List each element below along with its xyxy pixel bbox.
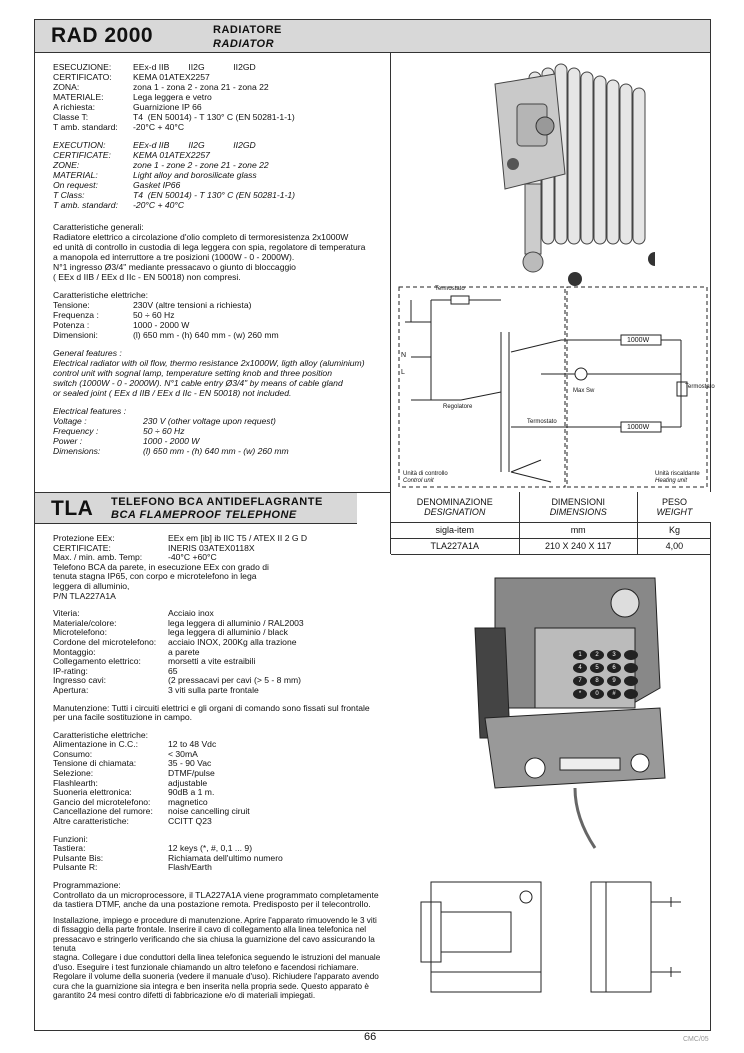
spec-key: Protezione EEx: xyxy=(53,533,115,543)
keypad-key xyxy=(624,676,638,686)
spec-key: Collegamento elettrico: xyxy=(53,656,141,667)
spec-row xyxy=(53,300,383,310)
spec-value: Acciaio inox xyxy=(168,608,214,619)
diagram-n-label: N xyxy=(401,352,407,359)
wiring-diagram xyxy=(391,282,715,492)
telephone-front-drawing xyxy=(411,872,551,1004)
tla-th3-en: WEIGHT xyxy=(656,506,693,517)
keypad-key xyxy=(624,689,638,699)
catalog-page xyxy=(34,19,715,1031)
spec-row xyxy=(53,112,383,122)
spec-value: (l) 650 mm - (h) 640 mm - (w) 260 mm xyxy=(143,446,289,456)
spec-key: Voltage : xyxy=(53,416,87,426)
spec-value: 90dB a 1 m. xyxy=(168,787,215,798)
keypad-key: 8 xyxy=(590,676,604,686)
diagram-heating-unit xyxy=(655,471,700,485)
telephone-image xyxy=(455,568,675,858)
tla-maintenance: Manutenzione: Tutti i circuiti elettrici e gli organi di comando sono fissati sul frontale per una facile sostituzione in campo. xyxy=(53,702,370,723)
spec-value: KEMA 01ATEX2257 xyxy=(133,150,210,160)
spec-value: INERIS 03ATEX0118X xyxy=(168,542,255,553)
spec-key: Frequency : xyxy=(53,426,99,436)
spec-key: T amb. standard: xyxy=(53,122,118,132)
spec-key: Dimensions: xyxy=(53,446,101,456)
spec-key: CERTIFICATO: xyxy=(53,72,112,82)
spec-key: Suoneria elettronica: xyxy=(53,787,132,798)
spec-row xyxy=(53,854,393,864)
tla-value-3: 4,00 xyxy=(637,538,711,554)
spec-value: T4 (EN 50014) - T 130° C (EN 50281-1-1) xyxy=(133,190,296,200)
spec-row xyxy=(53,446,383,456)
spec-key: Viteria: xyxy=(53,608,80,619)
rad-specs xyxy=(53,62,383,456)
spec-row xyxy=(53,320,383,330)
tla-th3-it: PESO xyxy=(661,496,687,507)
spec-value: EEx-d IIB II2G II2GD xyxy=(133,62,256,72)
spec-key: Ingresso cavi: xyxy=(53,675,107,686)
spec-value: 230 V (other voltage upon request) xyxy=(143,416,276,426)
tla-table-units xyxy=(391,522,711,538)
spec-key: CERTIFICATE: xyxy=(53,542,111,553)
spec-key: Power : xyxy=(53,436,83,446)
keypad-key: 5 xyxy=(590,663,604,673)
spec-value: Lega leggera e vetro xyxy=(133,92,212,102)
spec-row xyxy=(53,102,383,112)
spec-value: (l) 650 mm - (h) 640 mm - (w) 260 mm xyxy=(133,330,279,340)
spec-row xyxy=(53,72,383,82)
tla-title-en: BCA FLAMEPROOF TELEPHONE xyxy=(111,509,297,521)
tla-th1-en: DESIGNATION xyxy=(424,506,486,517)
spec-row xyxy=(53,82,383,92)
spec-row xyxy=(53,686,393,696)
tla-title-it: TELEFONO BCA ANTIDEFLAGRANTE xyxy=(111,496,323,508)
diagram-control-unit xyxy=(403,471,448,485)
telephone-side-drawing xyxy=(571,872,691,1004)
spec-value: DTMF/pulse xyxy=(168,768,215,779)
rad-general-text: Radiatore elettrico a circolazione d'olio completo di termoresistenza 2x1000W ed unità di controllo in custodia di lega leggera con spia, regolatore di temperatura a manopola ed interruttore a tre posizioni (1000W - 0 - 2000W). N°1 ingresso Ø3/4" mediante pressacavo o giunto di bloccaggio ( EEx d IIB / EEx d IIc - EN 50018) non compresi. xyxy=(53,232,366,282)
rad-title-en: RADIATOR xyxy=(213,38,275,50)
spec-row xyxy=(53,200,383,210)
keypad-key: 0 xyxy=(590,689,604,699)
tla-th-designation xyxy=(391,492,519,522)
spec-key: Microtelefono: xyxy=(53,627,107,638)
spec-row xyxy=(53,426,383,436)
tla-specs xyxy=(53,534,393,1000)
keypad-key: 2 xyxy=(590,650,604,660)
spec-value: a parete xyxy=(168,646,200,657)
spec-value: 12 to 48 Vdc xyxy=(168,739,217,750)
diagram-thermostat-1: Termostato xyxy=(435,286,465,292)
rad-features-text: Electrical radiator with oil flow, thermo resistance 2x1000W, ligth alloy (aluminium) control unit with sognal lamp, temperature setting knob and three position switch (1000W - 0 - 2000W). N°1 cable entry Ø3/4" by means of cable gland or sealed joint ( EEx d IIB / EEx d IIc - EN 50018) not included. xyxy=(53,358,365,398)
spec-key: Pulsante R: xyxy=(53,862,98,873)
tla-th1-it: DENOMINAZIONE xyxy=(416,496,493,507)
tla-functions xyxy=(53,844,393,873)
spec-key: ZONE: xyxy=(53,160,80,170)
tla-value-1: TLA227A1A xyxy=(391,538,519,554)
spec-row xyxy=(53,657,393,667)
spec-row xyxy=(53,180,383,190)
spec-key: Frequenza : xyxy=(53,310,99,320)
spec-key: Materiale/colore: xyxy=(53,617,117,628)
spec-row xyxy=(53,740,393,750)
spec-value: magnetico xyxy=(168,796,208,807)
spec-value: lega leggera di alluminio / black xyxy=(168,627,288,638)
rad-spec-en xyxy=(53,140,383,210)
spec-value: morsetti a vite estraibili xyxy=(168,656,256,667)
diagram-unit-it: Unità di controllo xyxy=(403,471,448,477)
spec-row xyxy=(53,416,383,426)
spec-row xyxy=(53,62,383,72)
rad-code: RAD 2000 xyxy=(51,24,154,47)
rad-features-title: General features : xyxy=(53,348,122,358)
keypad-key: 1 xyxy=(573,650,587,660)
spec-value: adjustable xyxy=(168,777,208,788)
spec-value: Flash/Earth xyxy=(168,862,212,873)
spec-value: 12 keys (*, #, 0,1 ... 9) xyxy=(168,843,253,854)
spec-key: Selezione: xyxy=(53,768,94,779)
spec-key: Tensione: xyxy=(53,300,90,310)
table-row xyxy=(391,538,711,554)
spec-key: IP-rating: xyxy=(53,665,88,676)
diagram-heat-it: Unità riscaldante xyxy=(655,471,700,477)
diagram-unit-en: Control unit xyxy=(403,478,434,484)
spec-key: Potenza : xyxy=(53,320,90,330)
spec-value: (2 pressacavi per cavi (> 5 - 8 mm) xyxy=(168,675,302,686)
tla-product-table xyxy=(391,492,711,555)
page-number: 66 xyxy=(364,1031,377,1043)
tla-func-title: Funzioni: xyxy=(53,833,88,844)
rad-header xyxy=(35,20,710,53)
spec-value: KEMA 01ATEX2257 xyxy=(133,72,210,82)
keypad-key: 7 xyxy=(573,676,587,686)
spec-value: T4 (EN 50014) - T 130° C (EN 50281-1-1) xyxy=(133,112,295,122)
spec-value: 50 ÷ 60 Hz xyxy=(143,426,185,436)
spec-key: Max. / min. amb. Temp: xyxy=(53,552,143,563)
spec-key: EXECUTION: xyxy=(53,140,106,150)
spec-value: 3 viti sulla parte frontale xyxy=(168,684,259,695)
spec-value: Richiamata dell'ultimo numero xyxy=(168,852,283,863)
spec-value: acciaio INOX, 200Kg alla trazione xyxy=(168,636,297,647)
spec-value: Guarnizione IP 66 xyxy=(133,102,202,112)
spec-value: Light alloy and borosilicate glass xyxy=(133,170,257,180)
spec-value: -40°C +60°C xyxy=(168,552,217,563)
spec-value: CCITT Q23 xyxy=(168,816,212,827)
spec-key: Classe T: xyxy=(53,112,89,122)
spec-key: Pulsante Bis: xyxy=(53,852,104,863)
spec-key: MATERIAL: xyxy=(53,170,98,180)
spec-value: EEx-d IIB II2G II2GD xyxy=(133,140,256,150)
spec-key: Cordone del microtelefono: xyxy=(53,636,157,647)
keypad-key xyxy=(624,663,638,673)
spec-key: Tastiera: xyxy=(53,843,86,854)
tla-programming: Programmazione: Controllato da un microprocessore, il TLA227A1A viene programmato completamente da tastiera DTMF, anche da una postazione remota. Predisposto per il telecontrollo. xyxy=(53,880,379,910)
tla-th2-it: DIMENSIONI xyxy=(551,496,605,507)
spec-key: On request: xyxy=(53,180,98,190)
tla-unit-2: mm xyxy=(519,522,637,538)
spec-key: Cancellazione del rumore: xyxy=(53,806,153,817)
spec-key: MATERIALE: xyxy=(53,92,104,102)
diagram-thermostat-2: Termostato xyxy=(527,419,557,425)
spec-value: -20°C + 40°C xyxy=(133,200,185,210)
rad-elec-en xyxy=(53,416,383,456)
spec-key: Flashlearth: xyxy=(53,777,98,788)
tla-th2-en: DIMENSIONS xyxy=(549,506,607,517)
spec-key: A richiesta: xyxy=(53,102,96,112)
spec-key: Consumo: xyxy=(53,748,93,759)
spec-value: 230V (altre tensioni a richiesta) xyxy=(133,300,252,310)
spec-key: Tensione di chiamata: xyxy=(53,758,137,769)
spec-key: T Class: xyxy=(53,190,85,200)
spec-value: zone 1 - zone 2 - zone 21 - zone 22 xyxy=(133,160,269,170)
spec-value: Gasket IP66 xyxy=(133,180,181,190)
diagram-max-sw: Max Sw xyxy=(573,388,595,394)
radiator-image xyxy=(455,54,655,294)
spec-value: < 30mA xyxy=(168,748,198,759)
spec-key: Montaggio: xyxy=(53,646,96,657)
spec-value: 35 - 90 Vac xyxy=(168,758,212,769)
tla-unit-1: sigla-item xyxy=(391,522,519,538)
spec-row xyxy=(53,92,383,102)
keypad-key xyxy=(624,650,638,660)
rad-title-it: RADIATORE xyxy=(213,24,282,36)
tla-description: Telefono BCA da parete, in esecuzione EEx con grado di tenuta stagna IP65, con corpo e microtelefono in lega leggera di alluminio, P/N TLA227A1A xyxy=(53,561,269,601)
diagram-heat-en: Heating unit xyxy=(655,478,688,484)
diagram-resistor-2: 1000W xyxy=(627,424,650,431)
keypad-key: 3 xyxy=(607,650,621,660)
spec-key: CERTIFICATE: xyxy=(53,150,111,160)
spec-row xyxy=(53,759,393,769)
tla-elec-title: Caratteristiche elettriche: xyxy=(53,729,149,740)
tla-header xyxy=(35,492,357,524)
spec-key: Alimentazione in C.C.: xyxy=(53,739,139,750)
spec-key: Gancio del microtelefono: xyxy=(53,796,151,807)
rad-general-title: Caratteristiche generali: xyxy=(53,222,144,232)
spec-row xyxy=(53,863,393,873)
spec-value: 65 xyxy=(168,665,178,676)
spec-row xyxy=(53,330,383,340)
spec-key: ESECUZIONE: xyxy=(53,62,112,72)
diagram-l-label: L xyxy=(401,369,405,376)
spec-key: ZONA: xyxy=(53,82,80,92)
spec-row xyxy=(53,817,393,827)
tla-elec xyxy=(53,740,393,826)
tla-value-2: 210 X 240 X 117 xyxy=(519,538,637,554)
spec-key: T amb. standard: xyxy=(53,200,118,210)
telephone-keypad xyxy=(573,650,633,699)
rad-spec-it xyxy=(53,62,383,132)
spec-value: zona 1 - zona 2 - zona 21 - zona 22 xyxy=(133,82,269,92)
diagram-regulator: Regolatore xyxy=(443,404,473,410)
keypad-key: 9 xyxy=(607,676,621,686)
spec-key: Apertura: xyxy=(53,684,89,695)
tla-protection xyxy=(53,534,393,563)
tla-unit-3: Kg xyxy=(637,522,711,538)
tla-code: TLA xyxy=(51,497,94,520)
diagram-thermostat-3: Termostato xyxy=(685,384,715,390)
spec-value: 1000 - 2000 W xyxy=(133,320,190,330)
spec-row xyxy=(53,769,393,779)
spec-row xyxy=(53,150,383,160)
diagram-resistor-1: 1000W xyxy=(627,337,650,344)
spec-value: lega leggera di alluminio / RAL2003 xyxy=(168,617,304,628)
spec-value: noise cancelling ciruit xyxy=(168,806,250,817)
rad-elec xyxy=(53,300,383,340)
footer-code: CMC/05 xyxy=(683,1036,709,1043)
spec-row xyxy=(53,638,393,648)
keypad-key: 4 xyxy=(573,663,587,673)
rad-elec-title: Caratteristiche elettriche: xyxy=(53,290,149,300)
spec-row xyxy=(53,310,383,320)
spec-row xyxy=(53,190,383,200)
keypad-key: * xyxy=(573,689,587,699)
spec-row xyxy=(53,140,383,150)
spec-key: Altre caratteristiche: xyxy=(53,816,129,827)
tla-installation: Installazione, impiego e procedure di manutenzione. Aprire l'apparato rimuovendo le 3 viti di fissaggio della parte frontale. Inserire il cavo di collegamento alla linea telefonica nel pressacavo e stringerlo verificando che sia chiusa la guarnizione del cavo assicurando la tenuta stagna. Collegare i due conduttori della linea telefonica seguendo le istruzioni del manuale d'uso. Eseguire i test funzionale chiamando un altro telefono e facendosi richiamare. Regolare il volume della suoneria (vedere il manuale d'uso). Richiudere l'apparato avendo cura che la guarnizione sia integra e ben inserita nella propria sede. Questo apparato è garantito 24 mesi contro difetti di fabbricazione e/o di materiali impiegati. xyxy=(53,915,381,1001)
spec-row xyxy=(53,170,383,180)
spec-row xyxy=(53,160,383,170)
tla-th-dimensions xyxy=(519,492,637,522)
spec-key: Dimensioni: xyxy=(53,330,98,340)
spec-value: EEx em [ib] ib IIC T5 / ATEX II 2 G D xyxy=(168,533,308,543)
keypad-key: # xyxy=(607,689,621,699)
keypad-key: 6 xyxy=(607,663,621,673)
tla-materials xyxy=(53,609,393,695)
spec-value: 1000 - 2000 W xyxy=(143,436,200,446)
tla-table-header xyxy=(391,492,711,522)
spec-value: 50 ÷ 60 Hz xyxy=(133,310,175,320)
spec-value: -20°C + 40°C xyxy=(133,122,185,132)
tla-th-weight xyxy=(637,492,711,522)
spec-row xyxy=(53,436,383,446)
spec-row xyxy=(53,122,383,132)
rad-elec-en-title: Electrical features : xyxy=(53,406,127,416)
